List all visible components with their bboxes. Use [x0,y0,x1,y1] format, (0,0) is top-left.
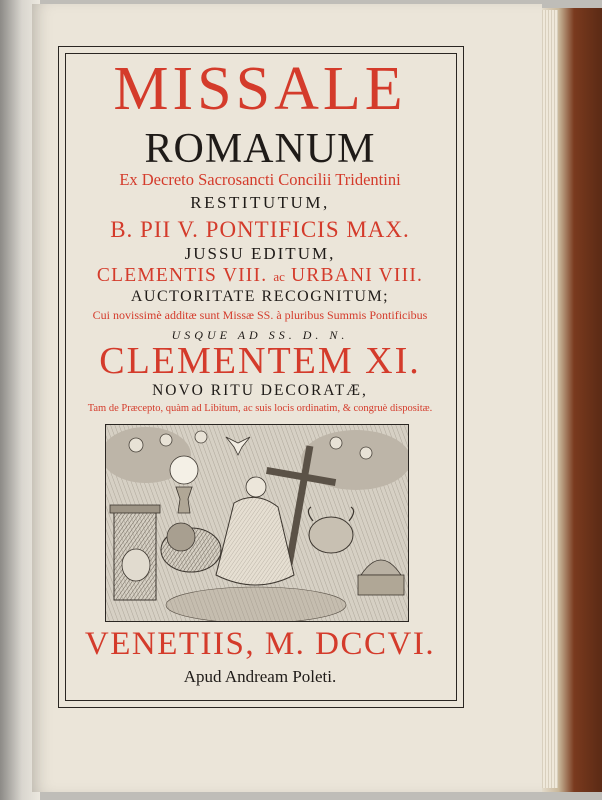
restitutum-line: RESTITUTUM, [190,193,330,212]
frontispiece-engraving [105,424,409,622]
imprint-city-date: VENETIIS, M. DCCVI. [84,626,436,662]
title-romanum: ROMANUM [144,126,376,172]
title-missale: MISSALE [113,55,407,123]
urbani-viii-text: URBANI VIII. [290,265,424,286]
novo-ritu-line: NOVO RITU DECORATÆ, [152,382,368,399]
pii-v-line: B. PII V. PONTIFICIS MAX. [110,217,410,242]
decreto-line: Ex Decreto Sacrosancti Concilii Tridentini [119,170,401,189]
jussu-line: JUSSU EDITUM, [184,244,336,263]
imprint-printer: Apud Andream Poleti. [183,667,337,686]
engraving-illustration [106,425,408,621]
auctoritate-line: AUCTORITATE RECOGNITUM; [130,288,390,305]
novissime-line: Cui novissimè additæ sunt Missæ SS. à pluribus Summis Pontificibus [92,308,428,322]
usque-line: USQUE AD SS. D. N. [171,328,349,342]
clementem-xi-line: CLEMENTEM XI. [99,340,421,382]
clementis-line [66,266,454,286]
ac-text: ac [273,269,285,284]
clementis-viii-text: CLEMENTIS VIII. [96,265,268,286]
tam-de-praecepto-line: Tam de Præcepto, quàm ad Libitum, ac suis locis ordinatim, & congruè dispositæ. [87,403,433,414]
